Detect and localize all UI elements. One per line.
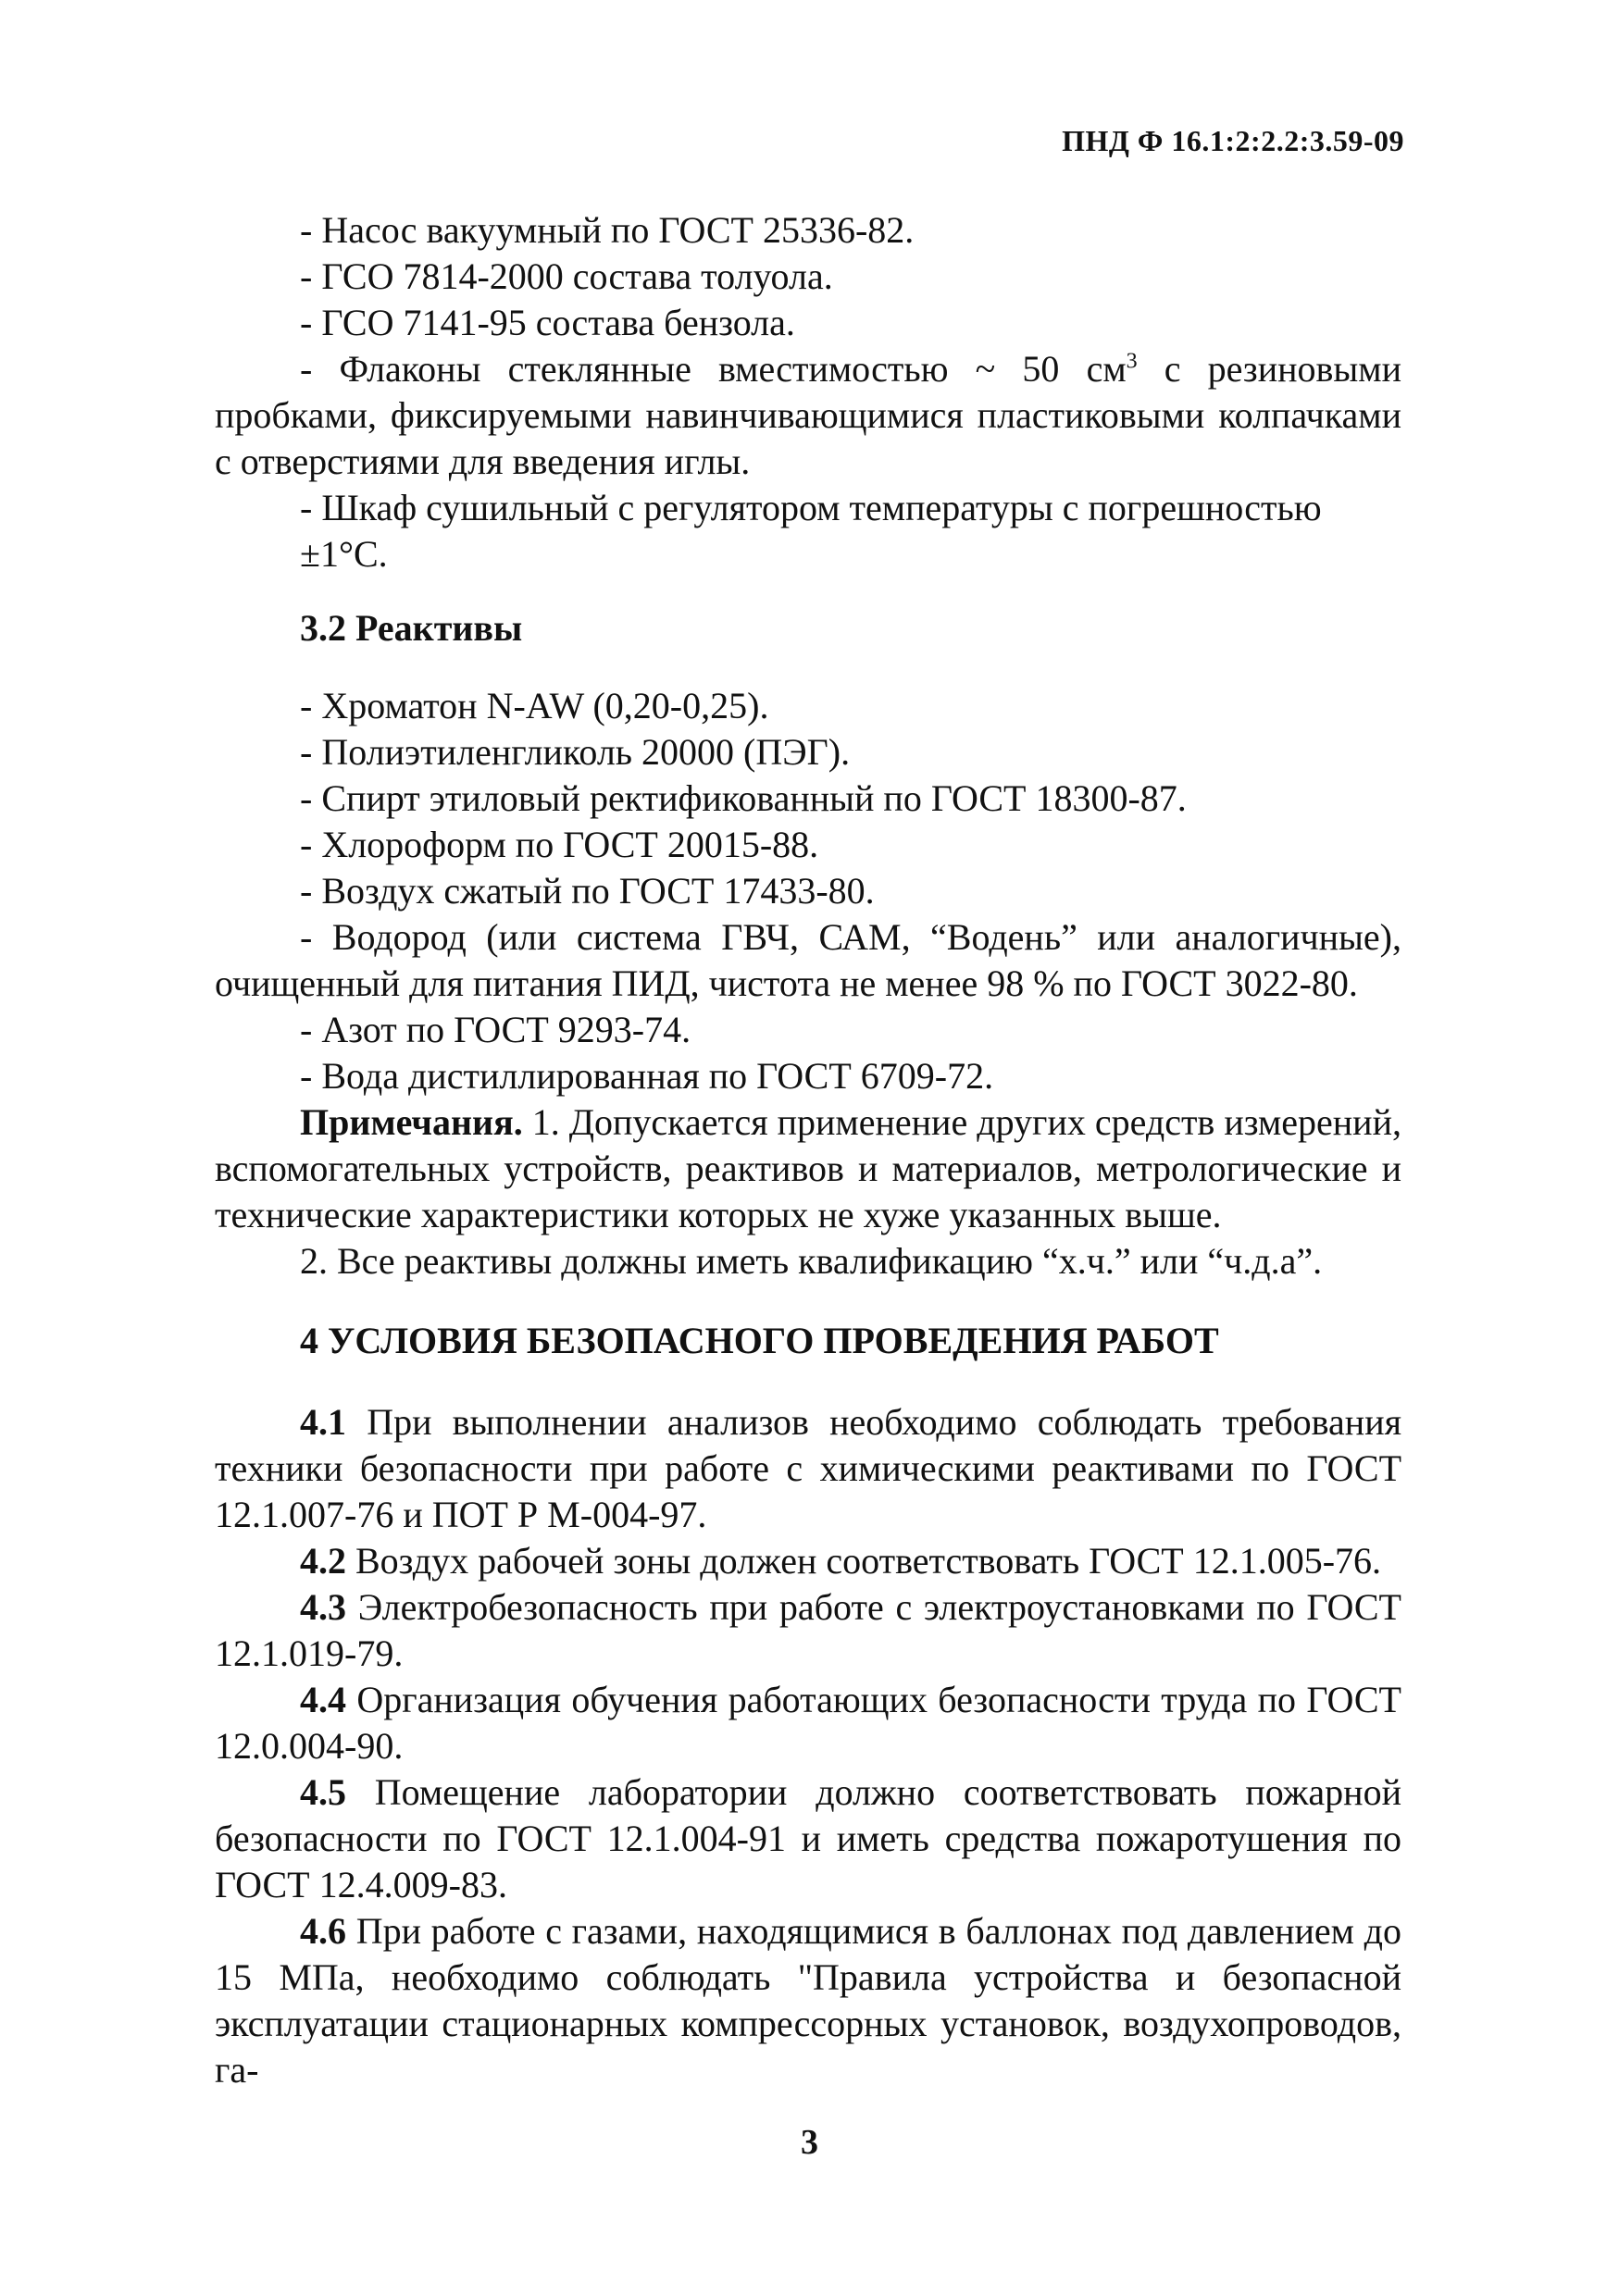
reagent-item: - Полиэтиленгликоль 20000 (ПЭГ). bbox=[300, 731, 851, 773]
clause-number: 4.2 bbox=[300, 1540, 346, 1582]
clause-text: При работе с газами, находящимися в баллонах под давлением до 15 МПа, необходимо соблюдать "Правила устройства и безопасной эксплуатации стационарных компрессорных установок, воздухопроводов, га- bbox=[215, 1910, 1401, 2091]
notes-paragraph-1 bbox=[215, 1099, 1401, 1238]
clause-text: При выполнении анализов необходимо соблюдать требования техники безопасности при работе с химическими реактивами по ГОСТ 12.1.007-76 и ПОТ Р М-004-97. bbox=[215, 1401, 1401, 1535]
clause-text: Воздух рабочей зоны должен соответствовать ГОСТ 12.1.005-76. bbox=[346, 1540, 1382, 1582]
equipment-item-gso-toluene: - ГСО 7814-2000 состава толуола. bbox=[300, 255, 833, 297]
reagent-item: - Хлороформ по ГОСТ 20015-88. bbox=[300, 824, 819, 865]
clause-text: Электробезопасность при работе с электроустановками по ГОСТ 12.1.019-79. bbox=[215, 1586, 1401, 1674]
equipment-item-gso-benzene: - ГСО 7141-95 состава бензола. bbox=[300, 302, 795, 343]
notes-paragraph-2: 2. Все реактивы должны иметь квалификацию “х.ч.” или “ч.д.а”. bbox=[300, 1240, 1323, 1282]
reagent-item: - Воздух сжатый по ГОСТ 17433-80. bbox=[300, 870, 875, 912]
clause-number: 4.3 bbox=[300, 1586, 346, 1628]
clause-number: 4.4 bbox=[300, 1679, 346, 1720]
note-1-text: 1. Допускается применение других средств измерений, вспомогательных устройств, реактивов и материалов, метрологические и технические характеристики которых не хуже указанных выше. bbox=[215, 1101, 1401, 1235]
reagent-item: - Азот по ГОСТ 9293-74. bbox=[300, 1009, 691, 1050]
reagent-item: - Спирт этиловый ректификованный по ГОСТ 18300-87. bbox=[300, 777, 1187, 819]
equipment-item-vials bbox=[215, 346, 1401, 485]
reagent-item: - Водород (или система ГВЧ, САМ, “Водень” или аналогичные), очищенный для питания ПИД, чистота не менее 98 % по ГОСТ 3022-80. bbox=[215, 916, 1401, 1004]
section-4-4-paragraph bbox=[215, 1677, 1401, 1769]
clause-text: Организация обучения работающих безопасности труда по ГОСТ 12.0.004-90. bbox=[215, 1679, 1401, 1767]
vials-text-part1: - Флаконы стеклянные вместимостью ~ 50 см bbox=[300, 348, 1127, 390]
page-number: 3 bbox=[801, 2123, 818, 2162]
clause-number: 4.1 bbox=[300, 1401, 346, 1443]
reagent-item: - Вода дистиллированная по ГОСТ 6709-72. bbox=[300, 1055, 994, 1097]
notes-label: Примечания. bbox=[300, 1101, 523, 1143]
section-4-heading: 4 УСЛОВИЯ БЕЗОПАСНОГО ПРОВЕДЕНИЯ РАБОТ bbox=[300, 1320, 1219, 1361]
section-3-2-heading: 3.2 Реактивы bbox=[300, 607, 523, 649]
document-body bbox=[215, 207, 1401, 2093]
equipment-item-vacuum-pump: - Насос вакуумный по ГОСТ 25336-82. bbox=[300, 209, 915, 251]
section-4-2-paragraph bbox=[215, 1538, 1401, 1584]
document-code-header: ПНД Ф 16.1:2:2.2:3.59-09 bbox=[1062, 124, 1404, 157]
clause-number: 4.5 bbox=[300, 1771, 346, 1813]
section-4-1-paragraph bbox=[215, 1399, 1401, 1538]
equipment-item-drying-oven: - Шкаф сушильный с регулятором температуры с погрешностью ±1°С. bbox=[300, 487, 1322, 575]
vials-superscript: 3 bbox=[1126, 349, 1138, 374]
section-4-5-paragraph bbox=[215, 1769, 1401, 1908]
vials-text-part2: с резиновыми пробками, фиксируемыми навинчивающимися пластиковыми колпачками с отверстиями для введения иглы. bbox=[215, 348, 1401, 482]
reagent-item: - Хроматон N-AW (0,20-0,25). bbox=[300, 685, 769, 726]
clause-number: 4.6 bbox=[300, 1910, 346, 1952]
section-4-3-paragraph bbox=[215, 1584, 1401, 1677]
clause-text: Помещение лаборатории должно соответствовать пожарной безопасности по ГОСТ 12.1.004-91 и иметь средства пожаротушения по ГОСТ 12.4.009-83. bbox=[215, 1771, 1401, 1905]
section-4-6-paragraph bbox=[215, 1908, 1401, 2093]
